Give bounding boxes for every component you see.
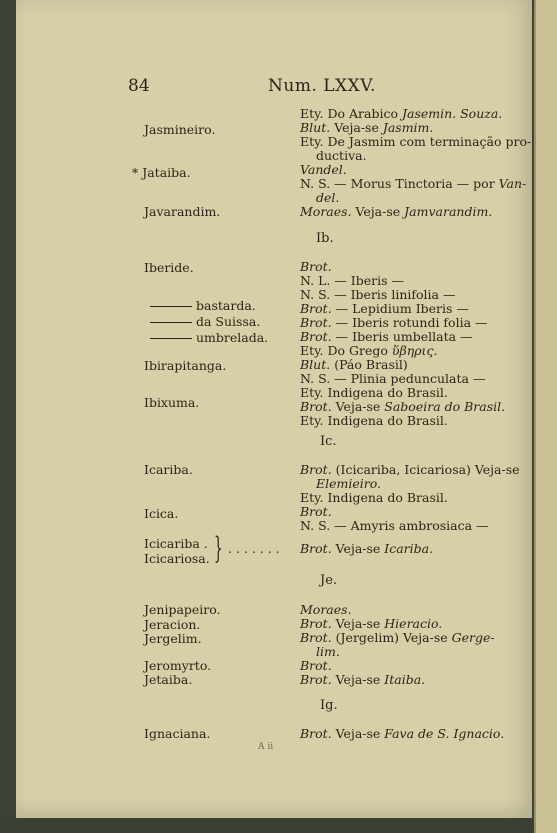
- definition-text: N. S. — Iberis linifolia —: [300, 287, 456, 302]
- definition-italic: lim.: [316, 644, 340, 659]
- definition-italic: Brot.: [300, 616, 332, 631]
- section-head-ig: Ig.: [320, 698, 338, 713]
- term-ibirapitanga: Ibirapitanga.: [144, 358, 227, 373]
- definition-text: Ety. Indigena do Brasil.: [300, 490, 448, 505]
- definition-italic: Moraes.: [300, 602, 352, 617]
- definition-line: [316, 148, 367, 163]
- definition-line: [300, 602, 352, 617]
- definition-text: Veja-se: [330, 120, 383, 135]
- definition-italic: Jasmim.: [382, 120, 434, 135]
- term-jeracion: Jeracion.: [144, 617, 201, 632]
- signature-mark: A ii: [258, 742, 274, 752]
- definition-text: Veja-se: [331, 616, 385, 631]
- definition-italic: Moraes.: [300, 204, 352, 219]
- definition-line: [316, 476, 381, 491]
- definition-line: [300, 301, 469, 316]
- definition-text: (Páo Brasil): [330, 357, 408, 372]
- definition-text: (Icicariba, Icicariosa) Veja-se: [331, 462, 520, 477]
- term-da-suissa: da Suissa.: [196, 314, 261, 329]
- definition-italic: Brot.: [300, 329, 332, 344]
- definition-text: N. S. — Plinia pedunculata —: [300, 371, 486, 386]
- definition-italic: Van-: [498, 176, 527, 191]
- definition-line: [300, 616, 442, 631]
- definition-italic: Gerge-: [451, 630, 495, 645]
- definition-text: N. S. — Morus Tinctoria — por: [300, 176, 499, 191]
- definition-text: ductiva.: [316, 148, 367, 163]
- definition-line: [316, 644, 340, 659]
- term-icariba: Icariba.: [144, 462, 193, 477]
- definition-italic: Blut.: [300, 120, 331, 135]
- definition-italic: Brot.: [300, 541, 332, 556]
- definition-line: [300, 658, 332, 673]
- definition-line: [300, 672, 425, 687]
- ditto-dash: [150, 322, 192, 323]
- definition-line: [300, 120, 433, 135]
- definition-text: Veja-se: [331, 541, 385, 556]
- definition-text: Ety. De Jasmim com terminação pro-: [300, 134, 532, 149]
- leader-dots: . . . . . . .: [228, 541, 280, 556]
- definition-line: [300, 357, 408, 372]
- definition-text: (Jergelim) Veja-se: [331, 630, 452, 645]
- definition-line: [300, 726, 504, 741]
- term-jergelim: Jergelim.: [144, 631, 202, 646]
- definition-line: [300, 343, 437, 358]
- definition-italic: Itaiba.: [384, 672, 426, 687]
- definition-italic: Fava de S. Ignacio.: [384, 726, 505, 741]
- definition-text: Ety. Indigena do Brasil.: [300, 385, 448, 400]
- definition-line: [300, 541, 433, 556]
- definition-text: — Lepidium Iberis —: [331, 301, 469, 316]
- definition-line: [300, 413, 448, 428]
- definition-line: [300, 630, 495, 645]
- term-jasmineiro: Jasmineiro.: [144, 122, 216, 137]
- definition-line: [300, 134, 531, 149]
- definition-italic: Brot.: [300, 658, 332, 673]
- definition-italic: Icariba.: [384, 541, 434, 556]
- definition-line: [300, 462, 520, 477]
- term-jetaiba: Jetaiba.: [144, 672, 193, 687]
- definition-italic: Brot.: [300, 672, 332, 687]
- definition-italic: Hieracio.: [384, 616, 443, 631]
- definition-italic: Jamvarandim.: [404, 204, 493, 219]
- definition-line: [316, 190, 339, 205]
- term-bastarda: bastarda.: [196, 298, 256, 313]
- term-iberide: Iberide.: [144, 260, 194, 275]
- page-number: 84: [128, 76, 150, 96]
- section-head-ic: Ic.: [320, 434, 337, 449]
- definition-line: [300, 518, 489, 533]
- term-javarandim: Javarandim.: [144, 204, 221, 219]
- section-head-je: Je.: [320, 573, 338, 588]
- definition-text: Veja-se: [351, 204, 405, 219]
- term-jeromyrto: Jeromyrto.: [144, 658, 212, 673]
- ditto-dash: [150, 338, 192, 339]
- definition-line: [300, 329, 473, 344]
- definition-line: [300, 504, 332, 519]
- definition-italic: Brot.: [300, 259, 332, 274]
- definition-italic: Elemieiro.: [316, 476, 382, 491]
- term-icica: Icica.: [144, 506, 179, 521]
- definition-italic: Brot.: [300, 462, 332, 477]
- definition-line: [300, 176, 526, 191]
- scan-bottom-edge: [0, 818, 534, 833]
- term-jataiba: * Jataiba.: [132, 165, 191, 180]
- definition-italic: Brot.: [300, 399, 332, 414]
- brace-icon: }: [214, 531, 223, 566]
- definition-italic: Saboeira do Brasil.: [384, 399, 506, 414]
- definition-text: Ety. Do Grego: [300, 343, 392, 358]
- definition-italic: Brot.: [300, 315, 332, 330]
- definition-text: Ety. Do Arabico: [300, 106, 402, 121]
- term-ibixuma: Ibixuma.: [144, 395, 200, 410]
- definition-text: — Iberis rotundi folia —: [331, 315, 488, 330]
- definition-text: Ety. Indigena do Brasil.: [300, 413, 448, 428]
- definition-italic: Vandel.: [300, 162, 347, 177]
- definition-italic: Brot.: [300, 726, 332, 741]
- term-ignaciana: Ignaciana.: [144, 726, 211, 741]
- definition-line: [300, 259, 332, 274]
- definition-text: Veja-se: [331, 726, 385, 741]
- ditto-dash: [150, 306, 192, 307]
- definition-text: Veja-se: [331, 399, 385, 414]
- definition-text: — Iberis umbellata —: [331, 329, 473, 344]
- definition-line: [300, 106, 502, 121]
- definition-italic: Jasemin. Souza.: [401, 106, 503, 121]
- term-umbrelada: umbrelada.: [196, 330, 269, 345]
- definition-text: N. L. — Iberis —: [300, 273, 405, 288]
- definition-italic: Brot.: [300, 630, 332, 645]
- term-icicariosa: Icicariosa.: [144, 551, 210, 566]
- running-head: Num. LXXV.: [268, 76, 376, 96]
- definition-line: [300, 315, 488, 330]
- definition-line: [300, 273, 404, 288]
- definition-text: N. S. — Amyris ambrosiaca —: [300, 518, 489, 533]
- definition-italic: Blut.: [300, 357, 331, 372]
- term-icicariba: Icicariba .: [144, 536, 208, 551]
- definition-line: [300, 371, 485, 386]
- definition-line: [300, 385, 448, 400]
- definition-line: [300, 490, 448, 505]
- definition-italic: del.: [316, 190, 340, 205]
- definition-line: [300, 204, 492, 219]
- definition-italic: ὕβηρις.: [391, 343, 438, 358]
- definition-text: Veja-se: [331, 672, 385, 687]
- definition-italic: Brot.: [300, 301, 332, 316]
- definition-line: [300, 162, 347, 177]
- definition-line: [300, 399, 505, 414]
- section-head-ib: Ib.: [316, 231, 334, 246]
- term-jenipapeiro: Jenipapeiro.: [144, 602, 221, 617]
- adjacent-page-edge: [534, 0, 557, 833]
- definition-line: [300, 287, 455, 302]
- definition-italic: Brot.: [300, 504, 332, 519]
